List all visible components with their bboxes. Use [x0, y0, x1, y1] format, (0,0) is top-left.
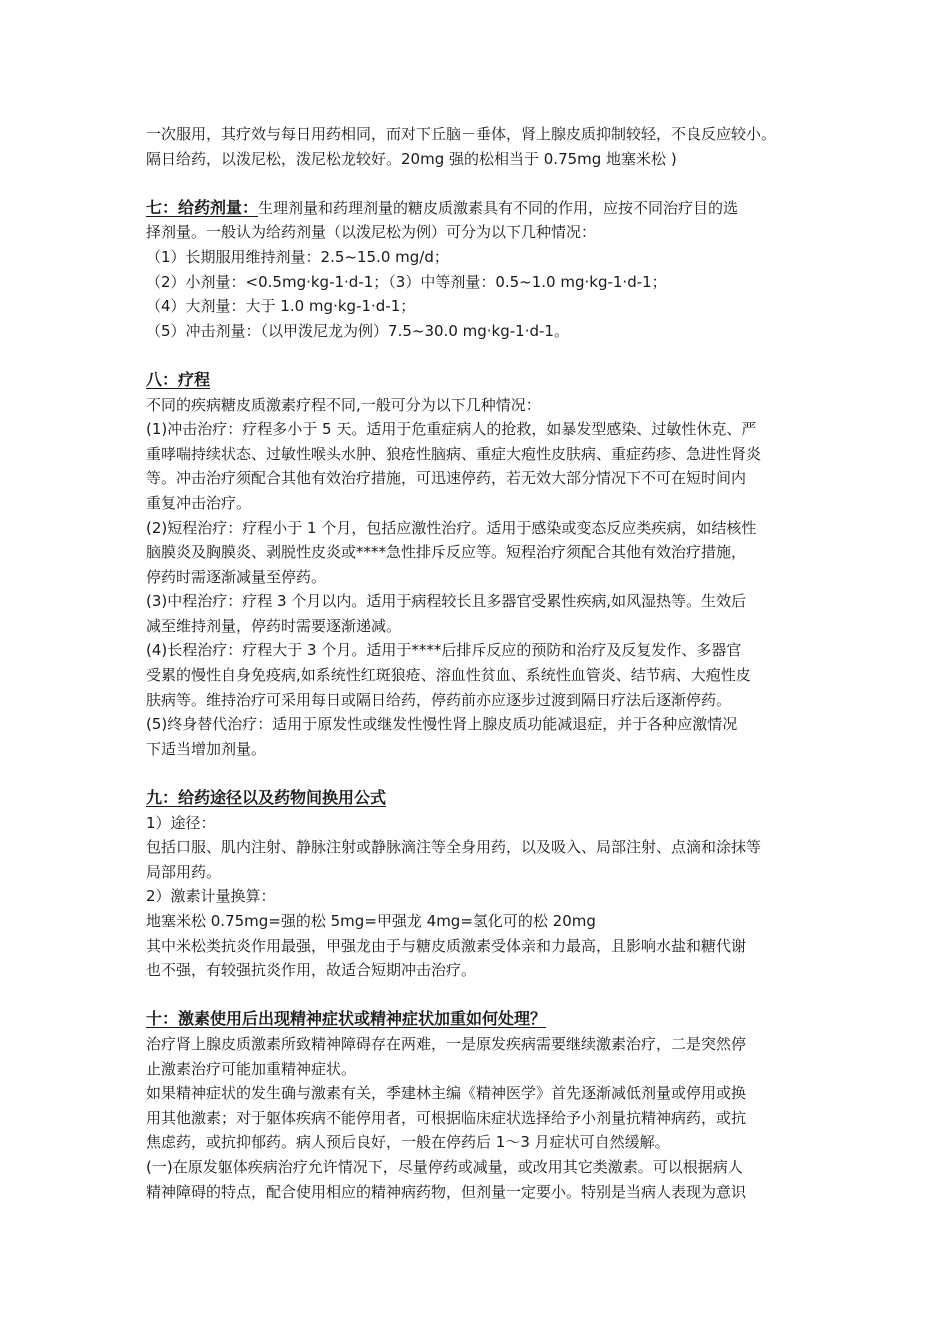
section-8-line: 脑膜炎及胸膜炎、剥脱性皮炎或****急性排斥反应等。短程治疗须配合其他有效治疗措施， [146, 543, 747, 562]
section-7-text: 择剂量。一般认为给药剂量（以泼尼松为例）可分为以下几种情况： [146, 223, 597, 242]
section-9-line: 1）途径： [146, 813, 216, 832]
section-8-line: 不同的疾病糖皮质激素疗程不同,一般可分为以下几种情况： [146, 395, 541, 414]
section-7-paragraph [146, 196, 814, 221]
section-9-line: 2）激素计量换算： [146, 887, 276, 906]
section-8-line: (4)长程治疗：疗程大于 3 个月。适用于****后排斥反应的预防和治疗及反复发作、多器官 [146, 641, 742, 660]
section-10-line: 治疗肾上腺皮质激素所致精神障碍存在两难，一是原发疾病需要继续激素治疗，二是突然停 [146, 1034, 747, 1053]
section-10-line: 精神障碍的特点，配合使用相应的精神病药物，但剂量一定要小。特别是当病人表现为意识 [146, 1182, 747, 1201]
section-10-line: (一)在原发躯体疾病治疗允许情况下，尽量停药或减量，或改用其它类激素。可以根据病人 [146, 1157, 743, 1176]
section-9-heading: 九：给药途径以及药物间换用公式 [146, 788, 387, 808]
section-9-line: 包括口服、肌内注射、静脉注射或静脉滴注等全身用药，以及吸入、局部注射、点滴和涂抹等 [146, 838, 762, 857]
section-8-line: (1)冲击治疗：疗程多小于 5 天。适用于危重症病人的抢救，如暴发型感染、过敏性休克、严 [146, 420, 757, 439]
section-8-line: (5)终身替代治疗：适用于原发性或继发性慢性肾上腺皮质功能减退症，并于各种应激情况 [146, 715, 738, 734]
paragraph-gap [146, 343, 814, 368]
dose-item: （1）长期服用维持剂量：2.5~15.0 mg/d； [146, 247, 449, 266]
document-body [146, 122, 814, 1204]
intro-line: 一次服用，其疗效与每日用药相同，而对下丘脑－垂体，肾上腺皮质抑制较轻，不良反应较小。 [146, 125, 777, 143]
section-9-line: 也不强，有较强抗炎作用，故适合短期冲击治疗。 [146, 961, 477, 980]
section-10-line: 如果精神症状的发生确与激素有关，季建林主编《精神医学》首先逐渐减低剂量或停用或换 [146, 1084, 747, 1103]
section-10-line: 用其他激素；对于躯体疾病不能停用者，可根据临床症状选择给予小剂量抗精神病药，或抗 [146, 1108, 747, 1127]
section-10-line: 焦虑药，或抗抑郁药。病人预后良好，一般在停药后 1～3 月症状可自然缓解。 [146, 1133, 670, 1152]
section-7-heading: 七：给药剂量： [146, 197, 259, 217]
section-8-line: 受累的慢性自身免疫病,如系统性红斑狼疮、溶血性贫血、系统性血管炎、结节病、大疱性皮 [146, 666, 751, 685]
paragraph-gap [146, 171, 814, 196]
section-8-line: (2)短程治疗：疗程小于 1 个月，包括应激性治疗。适用于感染或变态反应类疾病，如结核性 [146, 518, 757, 537]
section-9-line: 地塞米松 0.75mg=强的松 5mg=甲强龙 4mg=氢化可的松 20mg [146, 912, 596, 930]
dose-item: （4）大剂量：大于 1.0 mg·kg-1·d-1； [146, 297, 416, 316]
section-9-line: 局部用药。 [146, 862, 222, 881]
section-8-line: (3)中程治疗：疗程 3 个月以内。适用于病程较长且多器官受累性疾病,如风湿热等。生效后 [146, 592, 747, 611]
section-10-line: 止激素治疗可能加重精神症状。 [146, 1059, 357, 1078]
dose-item: （2）小剂量：<0.5mg·kg-1·d-1；（3）中等剂量：0.5~1.0 mg·kg-1·d-1； [146, 272, 667, 291]
section-7-text: 生理剂量和药理剂量的糖皮质激素具有不同的作用，应按不同治疗目的选 [258, 198, 739, 217]
dose-item: （5）冲击剂量：（以甲泼尼龙为例）7.5~30.0 mg·kg-1·d-1。 [146, 321, 569, 340]
section-9-line: 其中米松类抗炎作用最强，甲强龙由于与糖皮质激素受体亲和力最高，且影响水盐和糖代谢 [146, 936, 747, 955]
intro-line: 隔日给药，以泼尼松，泼尼松龙较好。20mg 强的松相当于 0.75mg 地塞米松 ) [146, 149, 677, 168]
section-8-line: 等。冲击治疗须配合其他有效治疗措施，可迅速停药，若无效大部分情况下不可在短时间内 [146, 469, 747, 488]
section-8-line: 停药时需逐渐减量至停药。 [146, 567, 327, 586]
section-10-heading: 十：激素使用后出现精神症状或精神症状加重如何处理？ [146, 1009, 547, 1029]
section-8-line: 下适当增加剂量。 [146, 739, 267, 758]
section-8-heading: 八：疗程 [146, 369, 211, 389]
section-8-line: 重哮喘持续状态、过敏性喉头水肿、狼疮性脑病、重症大疱性皮肤病、重症药疹、急进性肾炎 [146, 444, 762, 463]
paragraph-gap [146, 761, 814, 786]
paragraph-gap [146, 983, 814, 1008]
section-8-line: 减至维持剂量，停药时需要逐渐递减。 [146, 616, 402, 635]
section-8-line: 重复冲击治疗。 [146, 493, 252, 512]
section-8-line: 肤病等。维持治疗可采用每日或隔日给药，停药前亦应逐步过渡到隔日疗法后逐渐停药。 [146, 690, 732, 709]
